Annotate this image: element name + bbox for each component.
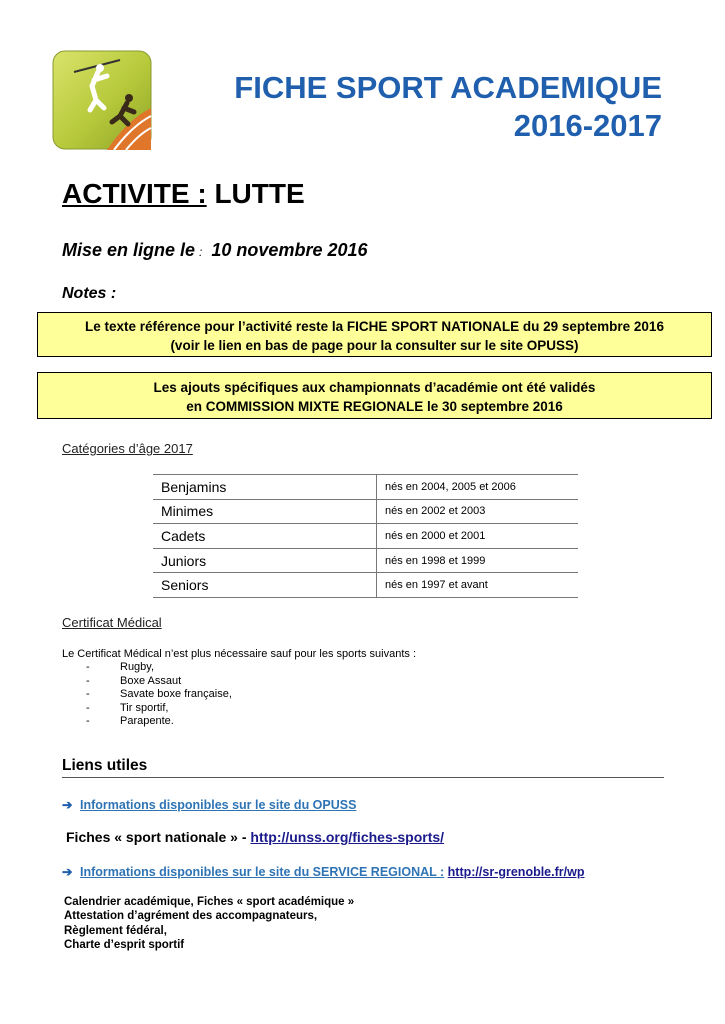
section-divider <box>62 777 664 778</box>
opuss-link-line <box>62 797 356 812</box>
table-row <box>153 524 578 549</box>
birth-years-cell: nés en 2002 et 2003 <box>377 499 579 524</box>
useful-links-title: Liens utiles <box>62 757 148 774</box>
regional-service-url-link[interactable]: http://sr-grenoble.fr/wp <box>447 865 585 879</box>
notes-label: Notes : <box>62 285 117 302</box>
list-item: Attestation d’agrément des accompagnateurs, <box>64 910 318 923</box>
validation-notice-box <box>37 372 712 419</box>
list-item: Charte d’esprit sportif <box>64 938 185 951</box>
list-item: - Boxe Assaut <box>86 674 182 687</box>
athletics-logo <box>52 50 152 150</box>
list-item: - Parapente. <box>86 715 174 727</box>
national-sheets-label: Fiches « sport nationale » - <box>66 829 247 845</box>
national-sheets-link[interactable]: http://unss.org/fiches-sports/ <box>250 829 445 845</box>
reference-notice-line2: (voir le lien en bas de page pour la consulter sur le site OPUSS) <box>170 338 579 353</box>
right-arrow-icon: ➔ <box>62 798 73 812</box>
list-item: Calendrier académique, Fiches « sport académique » <box>64 896 355 908</box>
table-row <box>153 548 578 573</box>
list-item: - Rugby, <box>86 661 155 673</box>
publication-colon: : <box>199 245 203 259</box>
medical-certificate-text: Le Certificat Médical n’est plus nécessaire sauf pour les sports suivants : <box>62 648 416 660</box>
activity-label: ACTIVITE : <box>62 178 207 209</box>
birth-years-cell: nés en 2004, 2005 et 2006 <box>377 475 579 500</box>
publication-date: 10 novembre 2016 <box>211 240 368 260</box>
validation-notice-line2: en COMMISSION MIXTE REGIONALE le 30 septembre 2016 <box>186 399 563 414</box>
category-cell: Seniors <box>153 573 377 598</box>
activity-name: LUTTE <box>214 178 305 209</box>
regional-service-info-link[interactable]: Informations disponibles sur le site du SERVICE REGIONAL : <box>80 865 445 879</box>
opuss-info-link[interactable]: Informations disponibles sur le site du OPUSS <box>80 798 357 812</box>
age-categories-title: Catégories d’âge 2017 <box>62 441 193 456</box>
national-sheets-line <box>66 829 444 845</box>
birth-years-cell: nés en 1997 et avant <box>377 573 579 598</box>
right-arrow-icon: ➔ <box>62 865 73 879</box>
birth-years-cell: nés en 2000 et 2001 <box>377 524 579 549</box>
table-row <box>153 573 578 598</box>
regional-service-link-line <box>62 864 584 879</box>
age-categories-table <box>153 474 578 598</box>
document-title: FICHE SPORT ACADEMIQUE <box>234 70 662 105</box>
list-item: Règlement fédéral, <box>64 924 167 937</box>
category-cell: Cadets <box>153 524 377 549</box>
document-year: 2016-2017 <box>513 108 662 143</box>
table-row <box>153 475 578 500</box>
publication-label: Mise en ligne le <box>62 240 196 260</box>
validation-notice-line1: Les ajouts spécifiques aux championnats d’académie ont été validés <box>153 380 596 395</box>
regional-resources-list <box>64 895 354 952</box>
list-item: - Tir sportif, <box>86 701 169 714</box>
category-cell: Benjamins <box>153 475 377 500</box>
birth-years-cell: nés en 1998 et 1999 <box>377 548 579 573</box>
list-item: - Savate boxe française, <box>86 688 232 700</box>
medical-certificate-title: Certificat Médical <box>62 615 162 630</box>
publication-date-line <box>62 240 368 261</box>
activity-heading <box>62 178 305 210</box>
table-row <box>153 499 578 524</box>
category-cell: Juniors <box>153 548 377 573</box>
reference-notice-box <box>37 312 712 357</box>
exempt-sports-list <box>86 661 232 729</box>
category-cell: Minimes <box>153 499 377 524</box>
reference-notice-line1: Le texte référence pour l’activité reste la FICHE SPORT NATIONALE du 29 septembre 2016 <box>85 319 664 334</box>
